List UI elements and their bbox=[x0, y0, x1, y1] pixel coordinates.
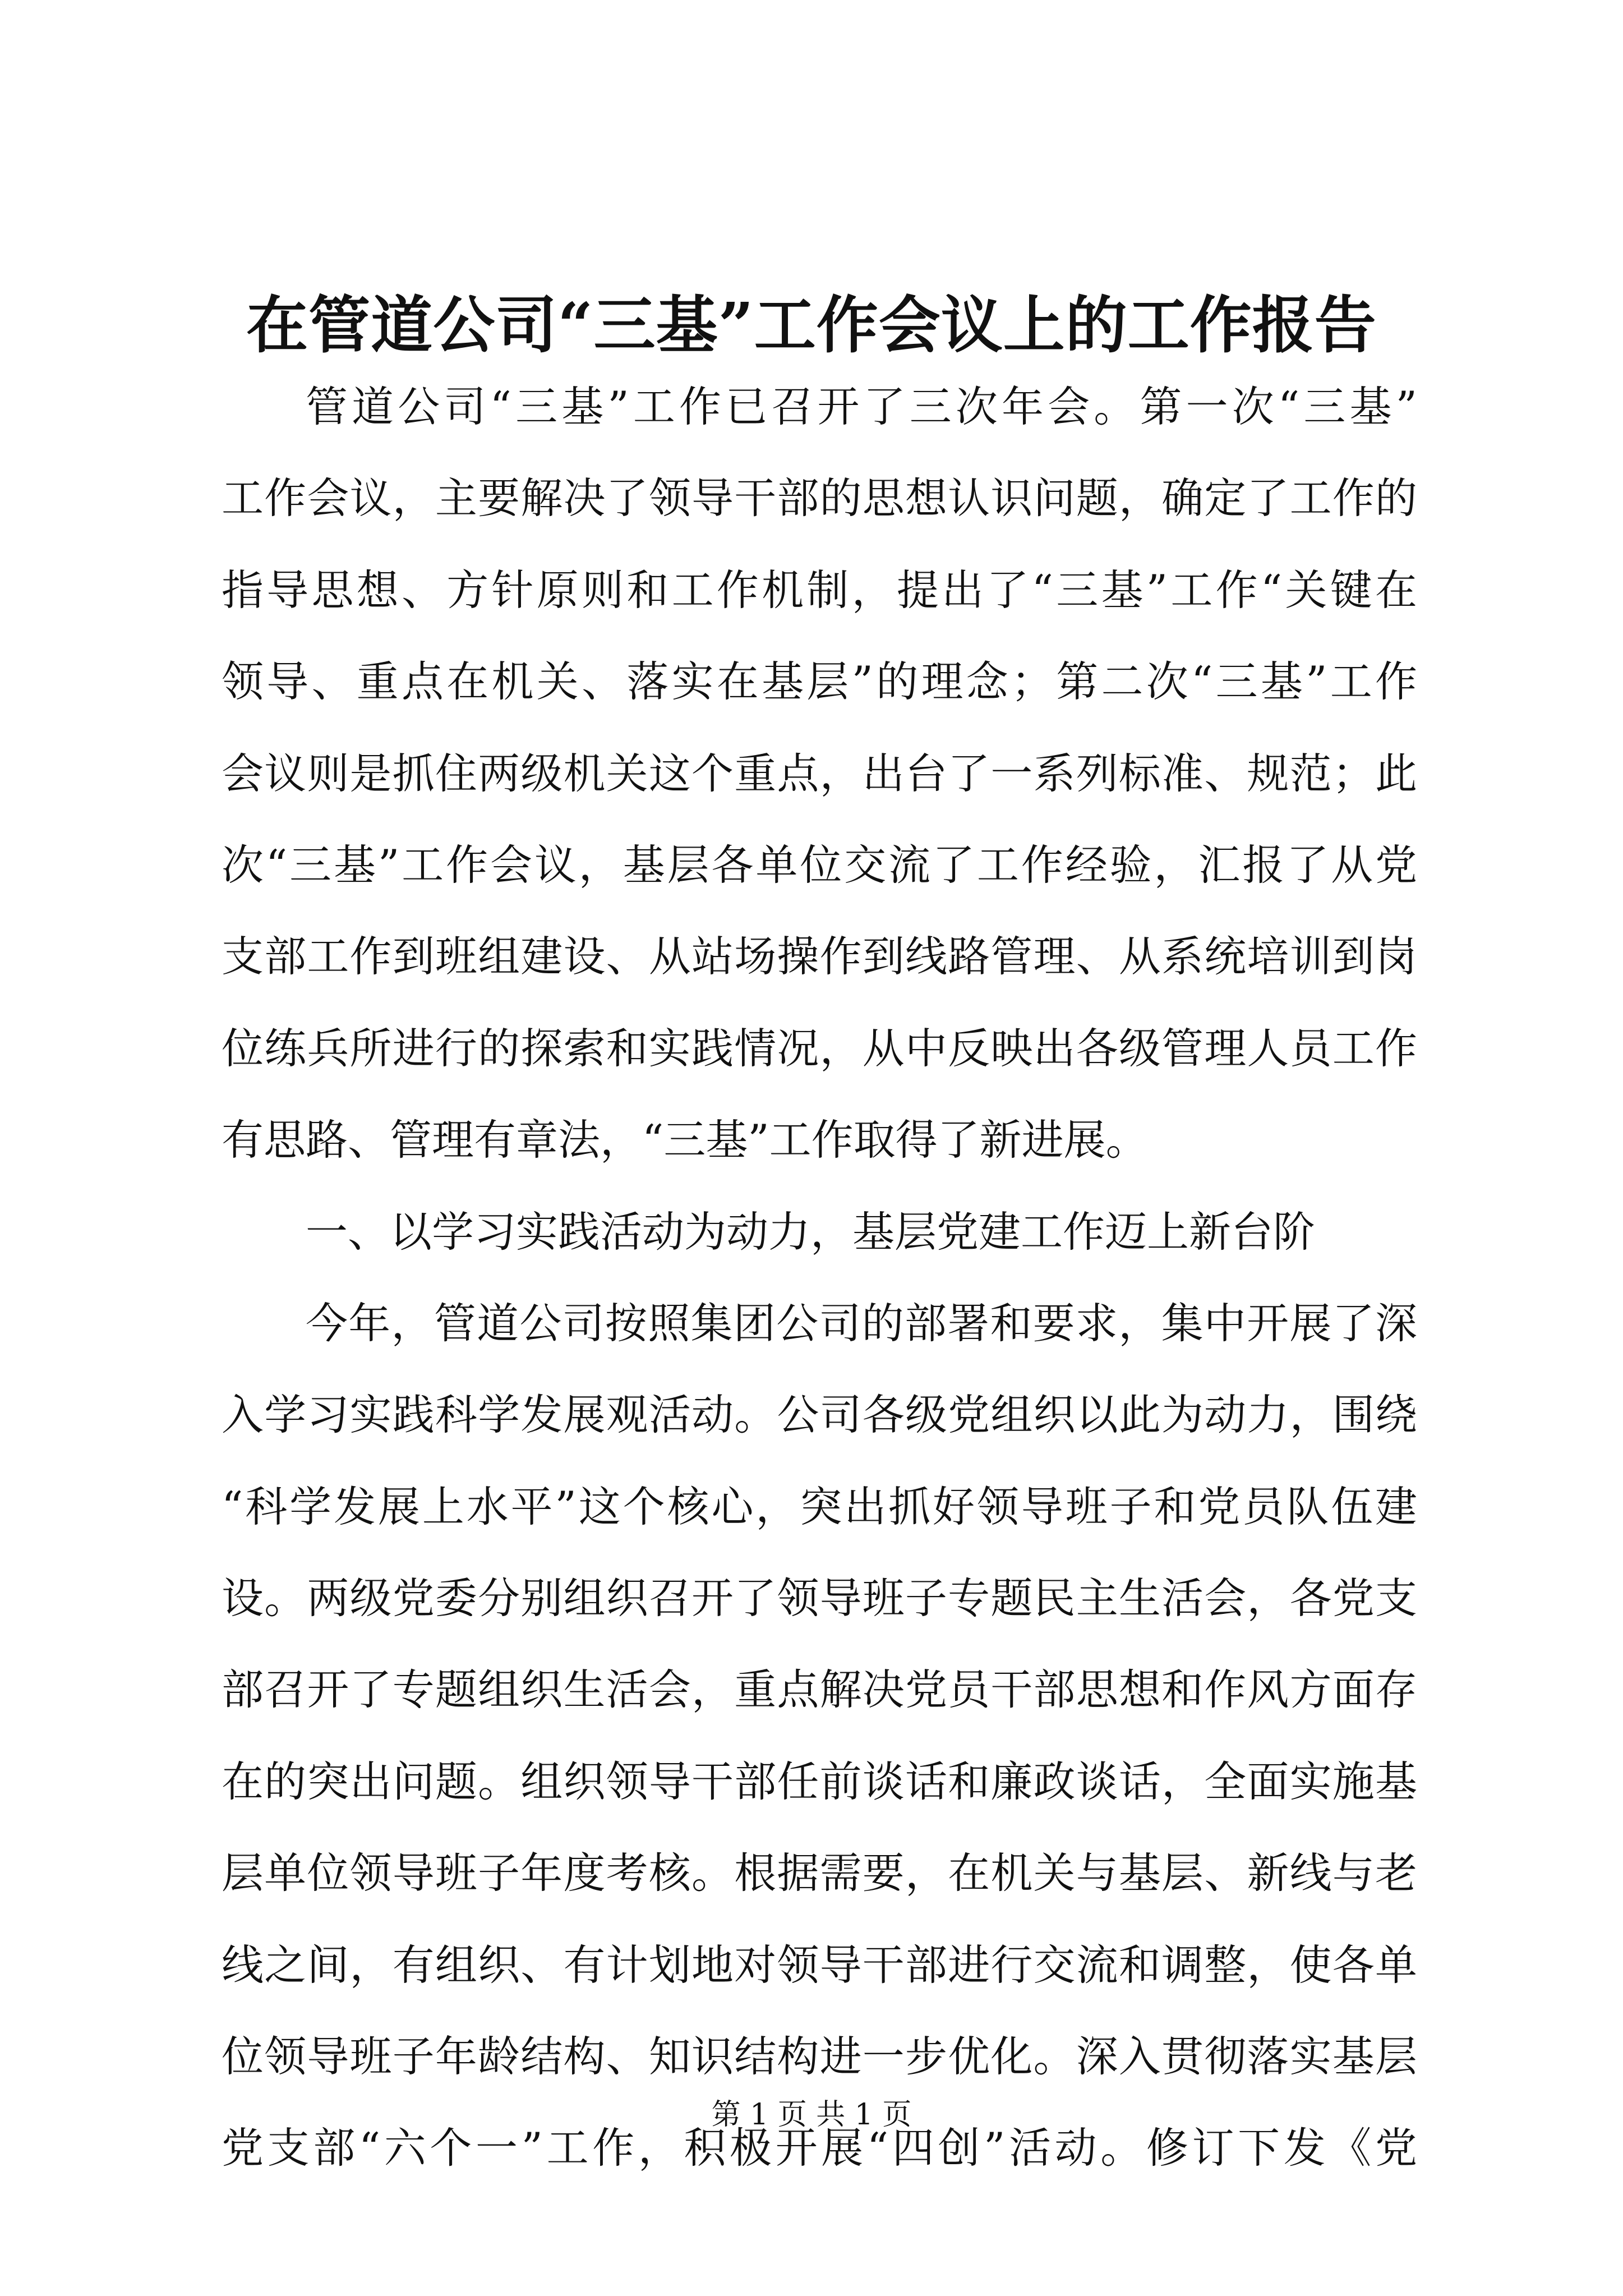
paragraph-line: 入学习实践科学发展观活动。公司各级党组织以此为动力，围绕 bbox=[222, 1390, 1417, 1440]
paragraph-line: 会议则是抓住两级机关这个重点，出台了一系列标准、规范；此 bbox=[222, 748, 1417, 798]
paragraph-line: 支部工作到班组建设、从站场操作到线路管理、从系统培训到岗 bbox=[222, 932, 1417, 982]
paragraph-line: 设。两级党委分别组织召开了领导班子专题民主生活会，各党支 bbox=[222, 1573, 1417, 1623]
paragraph-line: 领导、重点在机关、落实在基层”的理念；第二次“三基”工作 bbox=[222, 657, 1417, 707]
paragraph-line: 在的突出问题。组织领导干部任前谈话和廉政谈话，全面实施基 bbox=[222, 1756, 1417, 1806]
paragraph-line: 指导思想、方针原则和工作机制，提出了“三基”工作“关键在 bbox=[222, 565, 1417, 615]
paragraph-line: 今年，管道公司按照集团公司的部署和要求，集中开展了深 bbox=[306, 1298, 1417, 1348]
paragraph-line: 层单位领导班子年度考核。根据需要，在机关与基层、新线与老 bbox=[222, 1848, 1417, 1898]
paragraph-line: 部召开了专题组织生活会，重点解决党员干部思想和作风方面存 bbox=[222, 1665, 1417, 1715]
paragraph-line: 管道公司“三基”工作已召开了三次年会。第一次“三基” bbox=[306, 382, 1417, 431]
paragraph-line: “科学发展上水平”这个核心，突出抓好领导班子和党员队伍建 bbox=[222, 1481, 1417, 1531]
paragraph-line: 线之间，有组织、有计划地对领导干部进行交流和调整，使各单 bbox=[222, 1940, 1417, 1990]
paragraph-line: 位领导班子年龄结构、知识结构进一步优化。深入贯彻落实基层 bbox=[222, 2032, 1417, 2082]
paragraph-line: 位练兵所进行的探索和实践情况，从中反映出各级管理人员工作 bbox=[222, 1023, 1417, 1073]
paragraph-line: 有思路、管理有章法，“三基”工作取得了新进展。 bbox=[222, 1115, 1148, 1165]
document-title: 在管道公司“三基”工作会议上的工作报告 bbox=[246, 289, 1377, 361]
page-footer: 第 1 页 共 1 页 bbox=[711, 2098, 912, 2132]
section-heading: 一、以学习实践活动为动力，基层党建工作迈上新台阶 bbox=[306, 1207, 1316, 1257]
document-body bbox=[222, 361, 1417, 2194]
paragraph-line: 次“三基”工作会议，基层各单位交流了工作经验，汇报了从党 bbox=[222, 840, 1417, 890]
paragraph-line: 工作会议，主要解决了领导干部的思想认识问题，确定了工作的 bbox=[222, 473, 1417, 523]
paragraph-line: 党支部“六个一”工作，积极开展“四创”活动。修订下发《党 bbox=[222, 2123, 1417, 2173]
